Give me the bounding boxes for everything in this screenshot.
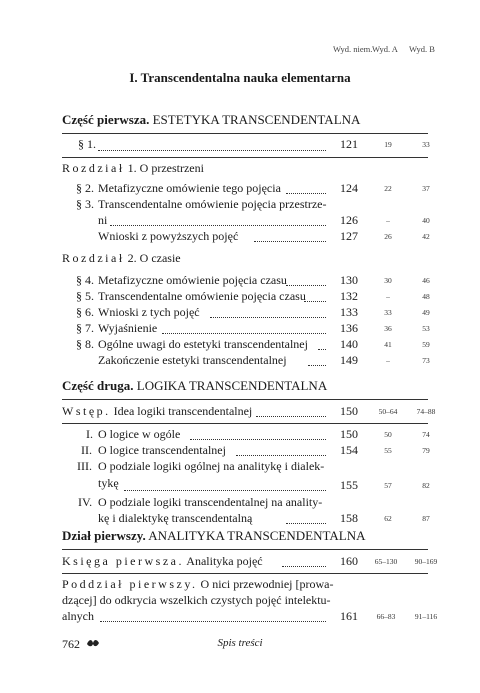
entry-text: Zakończenie estetyki transcendentalnej — [98, 353, 287, 367]
entry-b: 37 — [422, 184, 430, 193]
entry-a: 65–130 — [374, 557, 398, 566]
subdivision-text: dzącej] do odkrycia wszelkich czystych pojęć intelektu- — [62, 593, 331, 607]
entry-text: O logice w ogóle — [98, 427, 181, 441]
dot-leader — [98, 150, 326, 151]
entry-page: 133 — [340, 305, 358, 319]
entry-b: 79 — [422, 446, 430, 455]
entry-text: O podziale logiki transcendentalnej na anality- — [98, 495, 323, 509]
entry-label: II. — [81, 443, 92, 457]
division-one-heading: Dział pierwszy. ANALITYKA TRANSCENDENTALNA — [62, 528, 366, 543]
dot-leader — [254, 241, 326, 242]
entry-a: 50–64 — [378, 407, 398, 416]
entry-a: 36 — [384, 324, 392, 333]
entry-a: 41 — [384, 340, 392, 349]
dot-leader — [210, 317, 326, 318]
entry-a: 62 — [384, 514, 392, 523]
entry-text: tykę — [98, 476, 119, 490]
entry-text: Wyjaśnienie — [98, 321, 158, 335]
entry-label: § 7. — [76, 321, 94, 335]
divider — [62, 157, 428, 158]
entry-a: 50 — [384, 430, 392, 439]
entry-text: Metafizyczne omówienie tego pojęcia — [98, 181, 281, 195]
entry-text: Transcendentalne omówienie pojęcia przestrze- — [98, 197, 327, 211]
entry-page: 155 — [340, 478, 358, 492]
entry-b: 40 — [422, 216, 430, 225]
dot-leader — [100, 621, 326, 622]
divider — [62, 549, 428, 550]
entry-page: 149 — [340, 353, 358, 367]
dot-leader — [162, 333, 326, 334]
divider — [62, 573, 428, 574]
entry-b: 33 — [422, 140, 430, 149]
entry-page: 126 — [340, 213, 358, 227]
entry-page: 158 — [340, 511, 358, 525]
divider — [62, 399, 428, 400]
entry-b: 74 — [422, 430, 430, 439]
entry-a: 33 — [384, 308, 392, 317]
entry-page: 160 — [340, 554, 358, 568]
entry-page: 121 — [340, 137, 358, 151]
entry-label: § 5. — [76, 289, 94, 303]
entry-page: 130 — [340, 273, 358, 287]
entry-label: § 1. — [78, 137, 96, 151]
divider — [62, 423, 428, 424]
entry-label: § 6. — [76, 305, 94, 319]
entry-label: § 8. — [76, 337, 94, 351]
entry-page: 154 — [340, 443, 358, 457]
entry-b: 49 — [422, 308, 430, 317]
entry-b: 48 — [422, 292, 430, 301]
intro-heading: Wstęp. Idea logiki transcendentalnej — [62, 404, 253, 418]
entry-b: 87 — [422, 514, 430, 523]
entry-text: O logice transcendentalnej — [98, 443, 226, 457]
entry-a: 66–83 — [376, 612, 396, 621]
entry-text: Wnioski z powyższych pojęć — [98, 229, 239, 243]
dot-leader — [236, 455, 326, 456]
entry-label: § 2. — [76, 181, 94, 195]
entry-a: – — [386, 356, 390, 365]
entry-a: 19 — [384, 140, 392, 149]
entry-a: 22 — [384, 184, 392, 193]
page-title: I. Transcendentalna nauka elementarna — [129, 70, 351, 85]
book-one-heading: Księga pierwsza. Analityka pojęć — [62, 554, 263, 568]
subdivision-text: alnych — [62, 609, 94, 623]
entry-a: – — [386, 292, 390, 301]
entry-text: kę i dialektykę transcendentalną — [98, 511, 253, 525]
col-header-german: Wyd. niem. — [333, 44, 373, 54]
entry-a: 30 — [384, 276, 392, 285]
entry-a: 26 — [384, 232, 392, 241]
divider — [62, 133, 428, 134]
entry-a: 57 — [384, 481, 392, 490]
entry-page: 136 — [340, 321, 358, 335]
entry-label: I. — [86, 427, 93, 441]
entry-page: 127 — [340, 229, 358, 243]
entry-page: 150 — [340, 427, 358, 441]
entry-label: § 3. — [76, 197, 94, 211]
chapter-one-heading: Rozdział 1. O przestrzeni — [62, 161, 204, 175]
entry-page: 132 — [340, 289, 358, 303]
entry-text: O podziale logiki ogólnej na analitykę i dialek- — [98, 459, 325, 473]
footer-page-number: 762 — [62, 637, 80, 651]
entry-page: 161 — [340, 609, 358, 623]
entry-b: 59 — [422, 340, 430, 349]
entry-page: 150 — [340, 404, 358, 418]
entry-text: Transcendentalne omówienie pojęcia czasu — [98, 289, 306, 303]
part-two-heading: Część druga. LOGIKA TRANSCENDENTALNA — [62, 378, 328, 393]
chapter-two-heading: Rozdział 2. O czasie — [62, 251, 181, 265]
entry-a: 55 — [384, 446, 392, 455]
entry-a: – — [386, 216, 390, 225]
footer-title: Spis treści — [217, 637, 263, 649]
dot-leader — [190, 439, 326, 440]
entry-label: III. — [77, 459, 92, 473]
entry-label: IV. — [78, 495, 93, 509]
entry-page: 124 — [340, 181, 358, 195]
entry-text: ni — [98, 213, 108, 227]
entry-b: 73 — [422, 356, 430, 365]
entry-b: 91–116 — [414, 612, 438, 621]
dot-leader — [124, 490, 326, 491]
subdivision-heading: Poddział pierwszy. O nici przewodniej [prowa- — [62, 577, 334, 591]
entry-b: 42 — [422, 232, 430, 241]
entry-page: 140 — [340, 337, 358, 351]
entry-b: 74–88 — [416, 407, 436, 416]
entry-label: § 4. — [76, 273, 94, 287]
dot-leader — [110, 225, 326, 226]
entry-b: 82 — [422, 481, 430, 490]
dot-leader — [256, 416, 326, 417]
col-header-b: Wyd. B — [409, 44, 435, 54]
entry-b: 90–169 — [414, 557, 438, 566]
entry-text: Wnioski z tych pojęć — [98, 305, 200, 319]
col-header-a: Wyd. A — [372, 44, 398, 54]
entry-text: Metafizyczne omówienie pojęcia czasu — [98, 273, 287, 287]
entry-text: Ogólne uwagi do estetyki transcendentalnej — [98, 337, 308, 351]
entry-b: 53 — [422, 324, 430, 333]
entry-b: 46 — [422, 276, 430, 285]
part-one-heading: Część pierwsza. ESTETYKA TRANSCENDENTALNA — [62, 112, 361, 127]
